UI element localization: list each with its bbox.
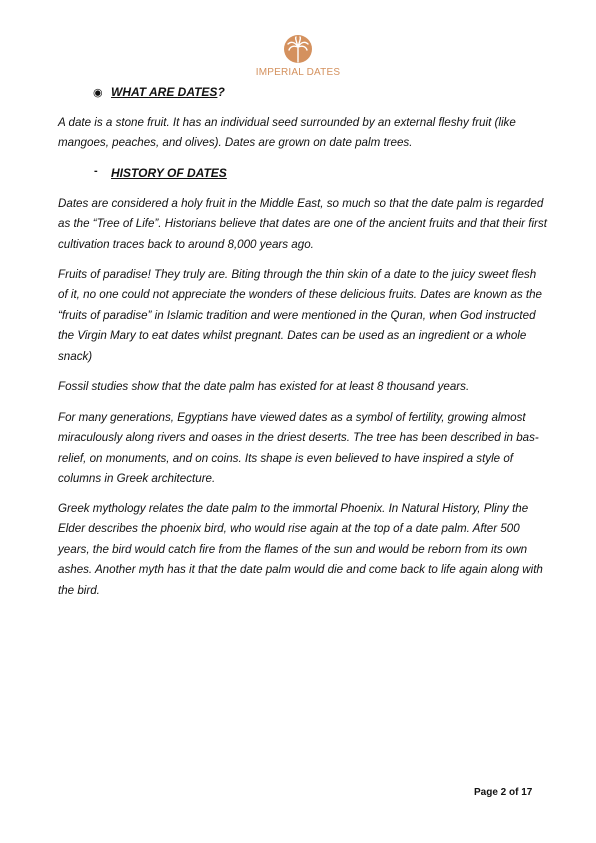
page-number: Page 2 of 17 bbox=[474, 787, 533, 798]
paragraph-fruits-of-paradise: Fruits of paradise! They truly are. Biting through the thin skin of a date to the juicy sweet flesh of it, no one could not appreciate the wonders of these delicious fruits. Dates are known as the “fruits of paradise” in Islamic tradition and were mentioned in the Quran, when God instructed the Virgin Mary to eat dates whilst pregnant. Dates can be used as an ingredient or a whole snack) bbox=[58, 268, 543, 363]
paragraph-greek-mythology: Greek mythology relates the date palm to the immortal Phoenix. In Natural History, Pliny the Elder describes the phoenix bird, who would rise again at the top of a date palm. After 500 years, the bird would catch fire from the flames of the sun and would be reborn from its own ashes. Another myth has it that the date palm would die and come back to life again along with the bird. bbox=[58, 502, 543, 597]
section-heading-what-are-dates bbox=[111, 85, 225, 99]
brand-name: IMPERIAL DATES bbox=[255, 67, 341, 78]
dash-bullet: - bbox=[94, 165, 98, 177]
paragraph-holy-fruit: Dates are considered a holy fruit in the Middle East, so much so that the date palm is regarded as the “Tree of Life”. Historians believe that dates are one of the ancient fruits and that their first cultivation traces back to around 8,000 years ago. bbox=[58, 197, 547, 251]
section-heading-history-of-dates: HISTORY OF DATES bbox=[111, 166, 227, 180]
brand-logo bbox=[0, 34, 596, 78]
paragraph-definition: A date is a stone fruit. It has an individual seed surrounded by an external fleshy fruit (like mangoes, peaches, and olives). Dates are grown on date palm trees. bbox=[58, 116, 516, 150]
palm-tree-icon bbox=[283, 34, 313, 64]
paragraph-egyptians: For many generations, Egyptians have viewed dates as a symbol of fertility, growing almost miraculously along rivers and oases in the driest deserts. The tree has been described in bas-relief, on monuments, and on coins. Its shape is even believed to have inspired a style of columns in Greek architecture. bbox=[58, 411, 539, 486]
section-heading-suffix: ? bbox=[217, 85, 225, 99]
paragraph-fossil-studies: Fossil studies show that the date palm has existed for at least 8 thousand years. bbox=[58, 380, 470, 393]
section-heading-text: WHAT ARE DATES bbox=[111, 85, 218, 99]
circle-bullet-icon: ◉ bbox=[93, 87, 103, 99]
